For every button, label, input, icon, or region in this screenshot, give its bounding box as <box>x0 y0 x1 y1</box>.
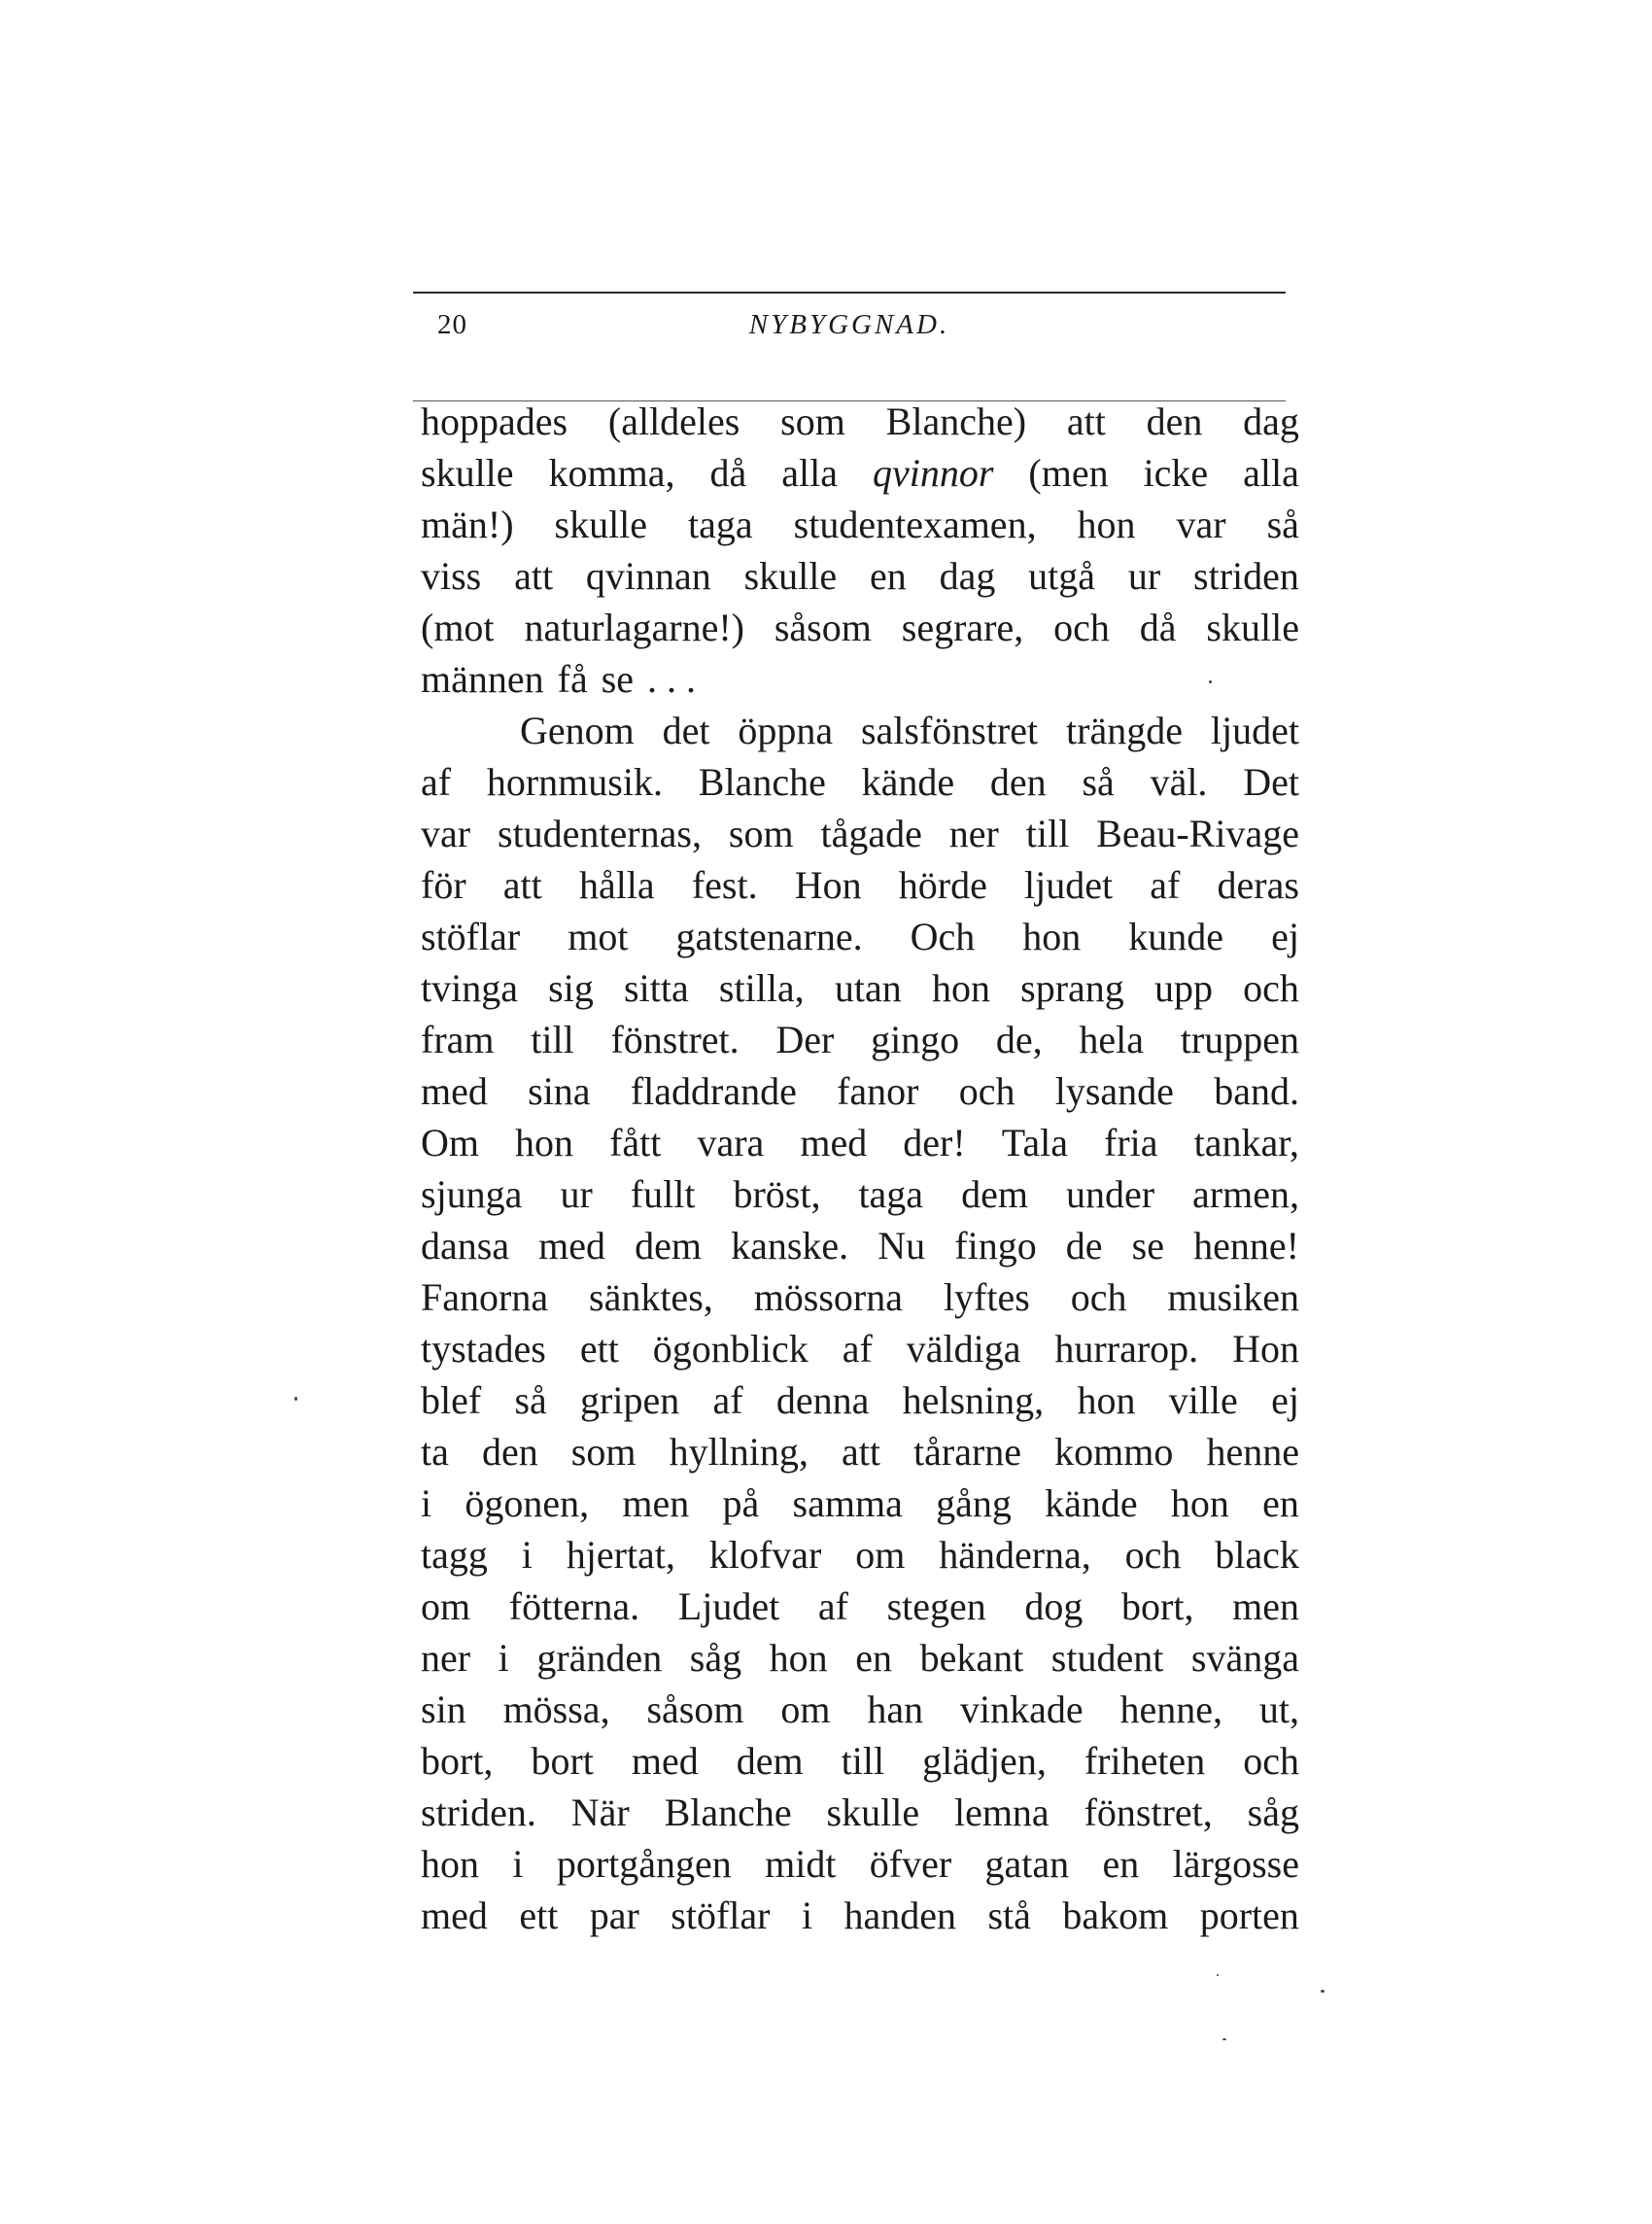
word: ljudet <box>1210 709 1299 752</box>
word: mössorna <box>753 1275 904 1319</box>
word: gripen <box>580 1378 680 1422</box>
word: men <box>1232 1584 1299 1628</box>
word: dem <box>635 1224 703 1268</box>
word: svänga <box>1190 1636 1299 1680</box>
word: så <box>1082 760 1115 804</box>
word: portgången <box>556 1842 732 1886</box>
word: vara <box>697 1121 765 1164</box>
scan-speck <box>1209 680 1212 683</box>
text-line <box>421 1065 1299 1117</box>
word: qvinnor <box>872 451 994 495</box>
word: med <box>538 1224 606 1268</box>
word: kände <box>1045 1481 1138 1525</box>
word: ögonblick <box>652 1327 809 1371</box>
word: stilla, <box>718 966 805 1010</box>
running-title: NYBYGGNAD. <box>748 309 950 340</box>
word: såg <box>1247 1790 1299 1834</box>
word: för <box>421 863 466 907</box>
word: de <box>1065 1224 1103 1268</box>
word: . . . <box>647 657 697 701</box>
word: dag <box>939 554 996 598</box>
text-line <box>421 808 1299 859</box>
word: till <box>841 1739 885 1783</box>
word: hoppades <box>421 400 568 443</box>
word: det <box>662 709 710 752</box>
word: kände <box>861 760 955 804</box>
text-line <box>421 550 1299 602</box>
word: segrare, <box>901 606 1024 649</box>
word: ögonen, <box>465 1481 590 1525</box>
word: och <box>1053 606 1110 649</box>
word: om <box>855 1533 906 1577</box>
word: sin <box>421 1687 466 1731</box>
word: få <box>557 657 588 701</box>
word: taga <box>858 1172 924 1216</box>
word: salsfönstret <box>860 709 1039 752</box>
text-line <box>421 1426 1299 1477</box>
word: bekant <box>919 1636 1024 1680</box>
text-line <box>421 1632 1299 1684</box>
word: icke <box>1143 451 1209 495</box>
word: friheten <box>1084 1739 1206 1783</box>
word: så <box>1266 503 1299 546</box>
word: Genom <box>520 709 635 752</box>
word: så <box>514 1378 547 1422</box>
word: striden. <box>421 1790 536 1834</box>
word: Blanche <box>664 1790 792 1834</box>
word: Tala <box>1001 1121 1068 1164</box>
word: gingo <box>871 1018 960 1061</box>
text-line <box>421 1117 1299 1168</box>
word: då <box>1139 606 1177 649</box>
word: ville <box>1168 1378 1238 1422</box>
word: att <box>841 1430 880 1474</box>
word: och <box>1124 1533 1182 1577</box>
word: hyllning, <box>669 1430 809 1474</box>
word: med <box>800 1121 868 1164</box>
word: och <box>1243 966 1299 1010</box>
word: tystades <box>421 1327 546 1371</box>
word: såsom <box>646 1687 744 1731</box>
word: den <box>989 760 1047 804</box>
word: på <box>722 1481 760 1525</box>
word: en <box>855 1636 893 1680</box>
word: ur <box>1127 554 1161 598</box>
word: till <box>531 1018 574 1061</box>
word: dansa <box>421 1224 510 1268</box>
word: i <box>498 1636 509 1680</box>
word: bakom <box>1062 1894 1169 1937</box>
word: ett <box>519 1894 559 1937</box>
word: och <box>958 1069 1015 1113</box>
word: dog <box>1024 1584 1084 1628</box>
word: mössa, <box>502 1687 610 1731</box>
text-line <box>421 1684 1299 1735</box>
word: klofvar <box>708 1533 822 1577</box>
word: sitta <box>624 966 689 1010</box>
word: gränden <box>536 1636 663 1680</box>
word: händerna, <box>939 1533 1091 1577</box>
word: stöflar <box>421 915 521 958</box>
text-line <box>421 602 1299 653</box>
word: skulle <box>1206 606 1299 649</box>
word: under <box>1065 1172 1155 1216</box>
word: han <box>867 1687 924 1731</box>
text-line <box>421 962 1299 1014</box>
text-line <box>421 1890 1299 1941</box>
word: att <box>514 554 554 598</box>
word: hon <box>421 1842 479 1886</box>
word: ta <box>421 1430 449 1474</box>
word: kommo <box>1054 1430 1174 1474</box>
word: henne! <box>1193 1224 1299 1268</box>
word: de, <box>995 1018 1043 1061</box>
text-line <box>421 1323 1299 1374</box>
word: Hon <box>794 863 862 907</box>
word: skulle <box>554 503 648 546</box>
word: lärgosse <box>1172 1842 1299 1886</box>
word: af <box>421 760 452 804</box>
word: utgå <box>1028 554 1096 598</box>
running-head <box>413 309 1286 358</box>
word: fönstret, <box>1084 1790 1213 1834</box>
word: och <box>1243 1739 1299 1783</box>
word: fått <box>609 1121 662 1164</box>
word: männen <box>421 657 544 701</box>
scan-speck <box>294 1397 297 1401</box>
word: då <box>709 451 747 495</box>
word: se <box>1131 1224 1164 1268</box>
word: trängde <box>1066 709 1183 752</box>
word: öfver <box>869 1842 952 1886</box>
word: fram <box>421 1018 495 1061</box>
scan-speck <box>1222 2038 1226 2040</box>
word: Det <box>1243 760 1299 804</box>
word: dem <box>736 1739 804 1783</box>
word: af <box>712 1378 743 1422</box>
word: sänktes, <box>589 1275 713 1319</box>
word: (alldeles <box>607 400 740 443</box>
scan-speck <box>1217 1974 1219 1976</box>
word: var <box>421 812 471 855</box>
word: tankar, <box>1193 1121 1299 1164</box>
word: student <box>1050 1636 1164 1680</box>
word: i <box>512 1842 524 1886</box>
word: alla <box>1243 451 1299 495</box>
text-line <box>421 1735 1299 1787</box>
word: midt <box>765 1842 837 1886</box>
page-number: 20 <box>437 309 467 340</box>
word: af <box>1150 863 1181 907</box>
word: hon <box>1170 1481 1229 1525</box>
text-line <box>421 653 1299 705</box>
word: ner <box>948 812 999 855</box>
word: i <box>421 1481 432 1525</box>
word: upp <box>1153 966 1213 1010</box>
word: ur <box>560 1172 593 1216</box>
word: fest. <box>691 863 758 907</box>
word: gatan <box>984 1842 1070 1886</box>
word: lyftes <box>943 1275 1030 1319</box>
word: par <box>589 1894 639 1937</box>
text-line <box>421 1581 1299 1632</box>
word: fria <box>1104 1121 1158 1164</box>
word: hon <box>1077 1378 1136 1422</box>
word: glädjen, <box>922 1739 1047 1783</box>
word: af <box>842 1327 873 1371</box>
word: såg <box>689 1636 742 1680</box>
word: hurrarop. <box>1054 1327 1199 1371</box>
word: lemna <box>953 1790 1050 1834</box>
word: gång <box>936 1481 1012 1525</box>
word: med <box>421 1894 488 1937</box>
word: Blanche) <box>885 400 1027 443</box>
word: bröst, <box>733 1172 821 1216</box>
word: ner <box>421 1636 471 1680</box>
word: kanske. <box>731 1224 849 1268</box>
word: lysande <box>1054 1069 1174 1113</box>
word: såsom <box>774 606 872 649</box>
word: handen <box>843 1894 957 1937</box>
text-line <box>421 1271 1299 1323</box>
word: stegen <box>886 1584 986 1628</box>
word: af <box>817 1584 848 1628</box>
word: fingo <box>954 1224 1037 1268</box>
word: helsning, <box>902 1378 1045 1422</box>
word: hon <box>1022 915 1082 958</box>
word: hela <box>1079 1018 1145 1061</box>
text-line <box>421 1838 1299 1890</box>
word: skulle <box>826 1790 920 1834</box>
word: väl. <box>1150 760 1208 804</box>
word: fötterna. <box>508 1584 640 1628</box>
word: i <box>801 1894 813 1937</box>
word: tvinga <box>421 966 518 1010</box>
word: alla <box>781 451 838 495</box>
word: skulle <box>743 554 838 598</box>
text-line <box>421 1787 1299 1838</box>
word: ej <box>1271 1378 1299 1422</box>
word: i <box>521 1533 533 1577</box>
word: dag <box>1243 400 1299 443</box>
word: bort, <box>1121 1584 1194 1628</box>
word: en <box>869 554 907 598</box>
word: ljudet <box>1024 863 1114 907</box>
word: som <box>570 1430 637 1474</box>
text-line <box>421 447 1299 499</box>
word: hålla <box>578 863 655 907</box>
word: deras <box>1217 863 1299 907</box>
word: öppna <box>738 709 834 752</box>
word: armen, <box>1192 1172 1299 1216</box>
word: När <box>570 1790 630 1834</box>
word: dem <box>961 1172 1028 1216</box>
word: Fanorna <box>421 1275 549 1319</box>
word: om <box>421 1584 471 1628</box>
word: blef <box>421 1378 482 1422</box>
word: (men <box>1028 451 1109 495</box>
word: med <box>421 1069 488 1113</box>
text-line <box>421 396 1299 447</box>
word: gatstenarne. <box>675 915 863 958</box>
text-line <box>421 705 1299 756</box>
word: ut, <box>1258 1687 1299 1731</box>
word: studentexamen, <box>793 503 1037 546</box>
word: men <box>622 1481 690 1525</box>
text-line <box>421 859 1299 911</box>
word: att <box>1066 400 1106 443</box>
word: hörde <box>898 863 987 907</box>
word: Der <box>775 1018 835 1061</box>
word: Och <box>910 915 976 958</box>
word: truppen <box>1180 1018 1299 1061</box>
word: samma <box>792 1481 903 1525</box>
text-line <box>421 1014 1299 1065</box>
scan-speck <box>1321 1990 1325 1993</box>
word: stå <box>987 1894 1031 1937</box>
word: naturlagarne!) <box>524 606 744 649</box>
word: sina <box>528 1069 591 1113</box>
body-text <box>421 396 1299 1941</box>
word: studenternas, <box>498 812 702 855</box>
word: tårarne <box>913 1430 1022 1474</box>
word: kunde <box>1128 915 1224 958</box>
word: hon <box>1077 503 1136 546</box>
word: en <box>1102 1842 1140 1886</box>
word: fönstret. <box>610 1018 740 1061</box>
word: Om <box>421 1121 479 1164</box>
word: fanor <box>837 1069 919 1113</box>
word: fladdrande <box>630 1069 797 1113</box>
word: män!) <box>421 503 514 546</box>
word: Ljudet <box>677 1584 780 1628</box>
word: striden <box>1193 554 1299 598</box>
word: till <box>1025 812 1070 855</box>
word: Beau-Rivage <box>1096 812 1299 855</box>
word: om <box>780 1687 831 1731</box>
word: en <box>1262 1481 1299 1525</box>
word: henne <box>1206 1430 1299 1474</box>
word: som <box>728 812 794 855</box>
text-line <box>421 756 1299 808</box>
word: bort <box>531 1739 594 1783</box>
text-line <box>421 1220 1299 1271</box>
word: ett <box>579 1327 619 1371</box>
word: och <box>1070 1275 1127 1319</box>
word: att <box>502 863 542 907</box>
word: ej <box>1271 915 1299 958</box>
word: bort, <box>421 1739 494 1783</box>
word: tagg <box>421 1533 488 1577</box>
word: henne, <box>1119 1687 1222 1731</box>
word: den <box>481 1430 538 1474</box>
word: mot <box>568 915 629 958</box>
word: hon <box>515 1121 574 1164</box>
word: var <box>1176 503 1226 546</box>
word: hjertat, <box>566 1533 675 1577</box>
word: som <box>780 400 845 443</box>
word: black <box>1215 1533 1299 1577</box>
word: sjunga <box>421 1172 523 1216</box>
text-line <box>421 1529 1299 1581</box>
word: fullt <box>630 1172 696 1216</box>
word: skulle <box>421 451 514 495</box>
word: väldiga <box>906 1327 1021 1371</box>
word: musiken <box>1167 1275 1299 1319</box>
word: (mot <box>421 606 495 649</box>
word: med <box>631 1739 699 1783</box>
word: porten <box>1199 1894 1299 1937</box>
word: qvinnan <box>585 554 711 598</box>
word: der! <box>903 1121 966 1164</box>
word: den <box>1146 400 1203 443</box>
word: band. <box>1214 1069 1299 1113</box>
word: sprang <box>1020 966 1124 1010</box>
text-line <box>421 1477 1299 1529</box>
text-line <box>421 1168 1299 1220</box>
text-line <box>421 1374 1299 1426</box>
header-top-rule <box>413 292 1286 294</box>
word: denna <box>775 1378 870 1422</box>
word: tågade <box>820 812 922 855</box>
word: vinkade <box>959 1687 1084 1731</box>
word: Hon <box>1232 1327 1299 1371</box>
word: hon <box>769 1636 828 1680</box>
text-line <box>421 911 1299 962</box>
word: se <box>601 657 635 701</box>
word: komma, <box>548 451 675 495</box>
text-line <box>421 499 1299 550</box>
word: sig <box>548 966 594 1010</box>
word: hornmusik. <box>486 760 663 804</box>
word: viss <box>421 554 482 598</box>
word: Blanche <box>698 760 826 804</box>
word: hon <box>931 966 990 1010</box>
word: stöflar <box>671 1894 771 1937</box>
word: utan <box>834 966 902 1010</box>
word: Nu <box>878 1224 926 1268</box>
word: taga <box>688 503 753 546</box>
